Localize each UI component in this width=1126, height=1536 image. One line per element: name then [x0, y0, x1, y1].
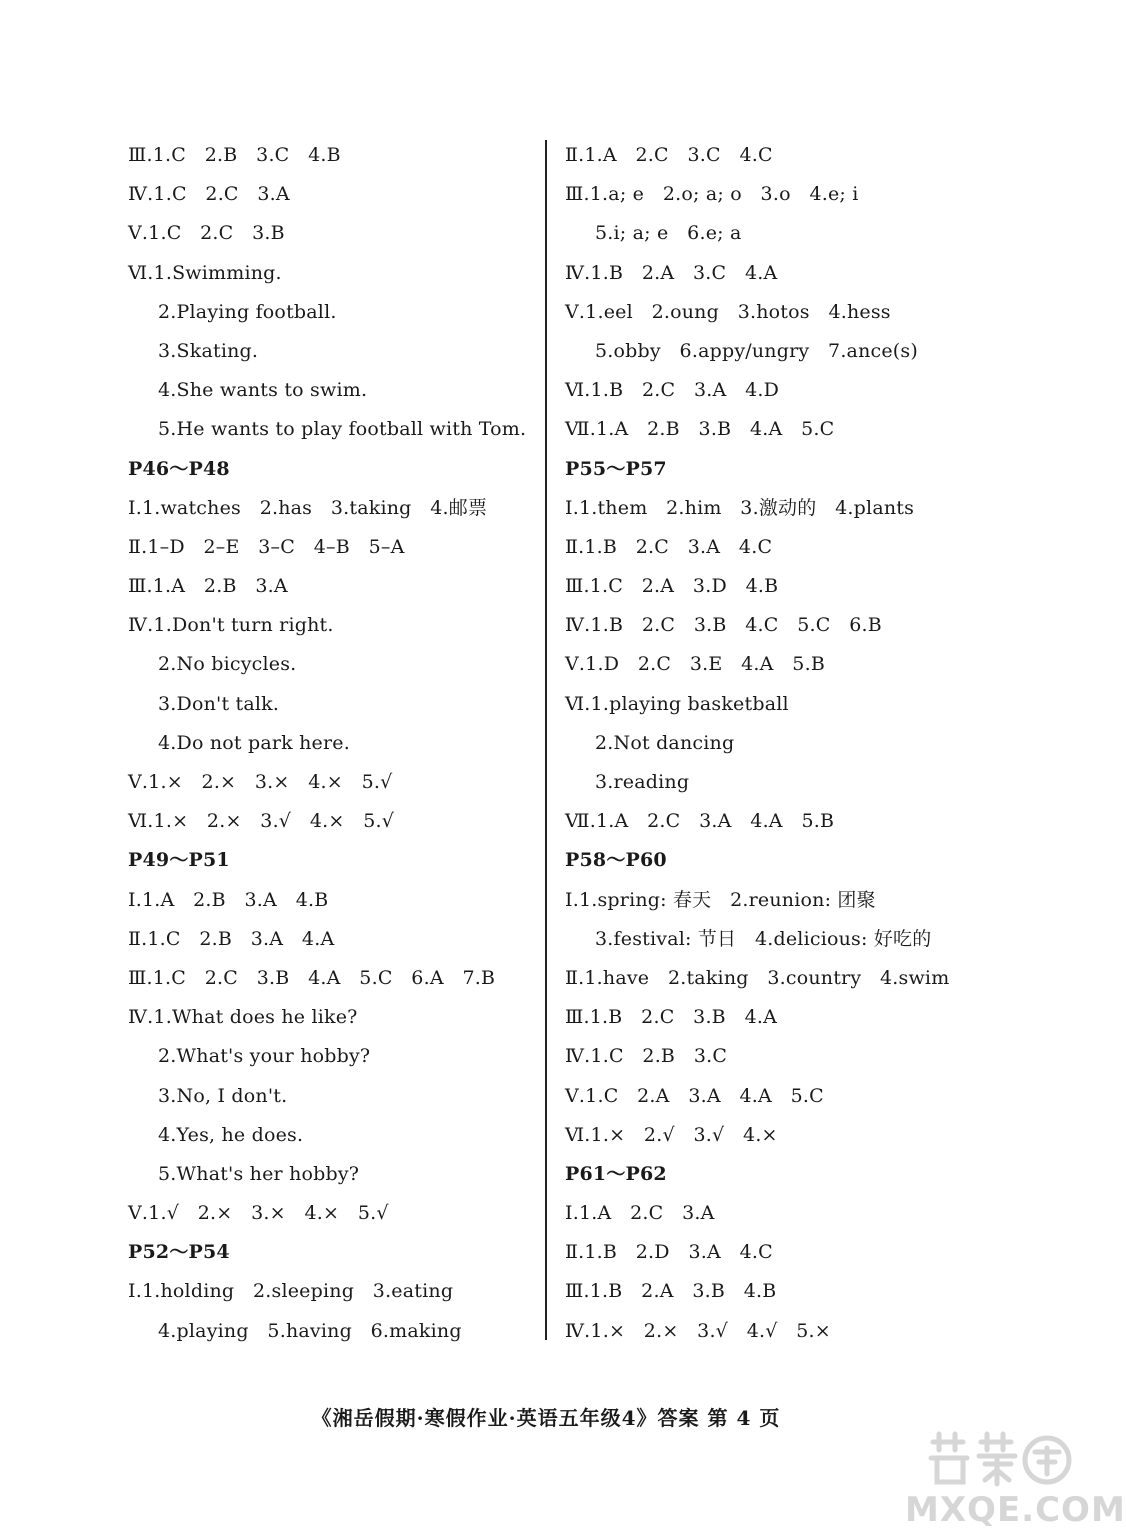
answer-line: Ⅱ.1.C 2.B 3.A 4.A — [128, 927, 335, 950]
page-range-heading: P58～P60 — [565, 849, 667, 872]
watermark-logo-icon — [925, 1430, 1075, 1486]
answer-line: Ⅳ.1.What does he like? — [128, 1006, 358, 1029]
answer-line: Ⅰ.1.watches 2.has 3.taking 4.邮票 — [128, 496, 488, 519]
answer-line: Ⅱ.1–D 2–E 3–C 4–B 5–A — [128, 535, 405, 558]
answer-line: 4.playing 5.having 6.making — [158, 1319, 462, 1342]
answer-line: Ⅰ.1.spring: 春天 2.reunion: 团聚 — [565, 888, 876, 911]
answer-line: Ⅰ.1.A 2.B 3.A 4.B — [128, 888, 329, 911]
answer-line: 5.i; a; e 6.e; a — [595, 222, 742, 245]
column-divider — [545, 140, 547, 1340]
answer-line: 4.She wants to swim. — [158, 379, 368, 402]
answer-line: 3.Don't talk. — [158, 692, 280, 715]
answer-line: Ⅵ.1.× 2.× 3.√ 4.× 5.√ — [128, 810, 395, 833]
answer-line: Ⅳ.1.C 2.B 3.C — [565, 1045, 728, 1068]
left-answer-column — [128, 136, 528, 1351]
answer-line: Ⅱ.1.have 2.taking 3.country 4.swim — [565, 966, 950, 989]
answer-line: Ⅵ.1.× 2.√ 3.√ 4.× — [565, 1123, 778, 1146]
answer-line: 4.Yes, he does. — [158, 1123, 304, 1146]
page-range-heading: P46～P48 — [128, 457, 230, 480]
answer-line: 3.Skating. — [158, 339, 259, 362]
answer-line: Ⅵ.1.B 2.C 3.A 4.D — [565, 379, 780, 402]
page-range-heading: P55～P57 — [565, 457, 667, 480]
answer-line: Ⅴ.1.C 2.A 3.A 4.A 5.C — [565, 1084, 824, 1107]
answer-line: Ⅲ.1.A 2.B 3.A — [128, 575, 288, 598]
answer-line: Ⅰ.1.them 2.him 3.激动的 4.plants — [565, 496, 915, 519]
answer-line: Ⅲ.1.a; e 2.o; a; o 3.o 4.e; i — [565, 183, 859, 206]
answer-line: Ⅵ.1.playing basketball — [565, 692, 789, 715]
answer-line: 2.What's your hobby? — [158, 1045, 371, 1068]
answer-line: 5.What's her hobby? — [158, 1162, 360, 1185]
answer-line: Ⅴ.1.eel 2.oung 3.hotos 4.hess — [565, 300, 891, 323]
right-answer-column — [565, 136, 1005, 1351]
answer-line: Ⅶ.1.A 2.B 3.B 4.A 5.C — [565, 418, 835, 441]
answer-line: Ⅱ.1.A 2.C 3.C 4.C — [565, 144, 773, 166]
answer-line: Ⅴ.1.× 2.× 3.× 4.× 5.√ — [128, 771, 393, 793]
answer-line: Ⅳ.1.C 2.C 3.A — [128, 183, 290, 206]
page-range-heading: P52～P54 — [128, 1241, 230, 1264]
answer-line: 3.No, I don't. — [158, 1084, 288, 1107]
answer-line: Ⅴ.1.√ 2.× 3.× 4.× 5.√ — [128, 1202, 389, 1225]
page-footer: 《湘岳假期·寒假作业·英语五年级4》答案 第 4 页 — [311, 1406, 781, 1430]
answer-line: Ⅱ.1.B 2.D 3.A 4.C — [565, 1241, 773, 1264]
answer-line: Ⅶ.1.A 2.C 3.A 4.A 5.B — [565, 810, 835, 833]
answer-line: Ⅲ.1.C 2.A 3.D 4.B — [565, 575, 779, 598]
answer-line: 2.Playing football. — [158, 300, 337, 323]
answer-line: Ⅳ.1.B 2.C 3.B 4.C 5.C 6.B — [565, 614, 882, 637]
answer-line: Ⅲ.1.B 2.A 3.B 4.B — [565, 1280, 777, 1303]
answer-line: Ⅰ.1.A 2.C 3.A — [565, 1202, 715, 1225]
answer-line: Ⅲ.1.C 2.C 3.B 4.A 5.C 6.A 7.B — [128, 966, 496, 989]
answer-line: Ⅳ.1.B 2.A 3.C 4.A — [565, 261, 778, 284]
answer-line: 2.No bicycles. — [158, 653, 297, 676]
answer-line: 5.He wants to play football with Tom. — [158, 418, 527, 441]
watermark — [905, 1430, 1126, 1530]
answer-line: Ⅴ.1.D 2.C 3.E 4.A 5.B — [565, 653, 825, 676]
answer-line: Ⅴ.1.C 2.C 3.B — [128, 222, 285, 245]
watermark-text: MXQE.COM — [905, 1490, 1126, 1530]
answer-line: 5.obby 6.appy/ungry 7.ance(s) — [595, 339, 918, 362]
answer-line: Ⅲ.1.C 2.B 3.C 4.B — [128, 144, 341, 166]
answer-line: Ⅵ.1.Swimming. — [128, 261, 282, 284]
answer-line: 4.Do not park here. — [158, 731, 350, 754]
answer-line: Ⅰ.1.holding 2.sleeping 3.eating — [128, 1280, 454, 1303]
answer-line: Ⅱ.1.B 2.C 3.A 4.C — [565, 535, 773, 558]
page-range-heading: P49～P51 — [128, 849, 230, 872]
answer-line: 3.festival: 节日 4.delicious: 好吃的 — [595, 927, 932, 950]
answer-line: Ⅳ.1.Don't turn right. — [128, 614, 334, 637]
page-range-heading: P61～P62 — [565, 1162, 667, 1185]
answer-line: 2.Not dancing — [595, 731, 735, 754]
answer-line: 3.reading — [595, 771, 690, 793]
answer-line: Ⅳ.1.× 2.× 3.√ 4.√ 5.× — [565, 1319, 831, 1342]
answer-line: Ⅲ.1.B 2.C 3.B 4.A — [565, 1006, 778, 1029]
